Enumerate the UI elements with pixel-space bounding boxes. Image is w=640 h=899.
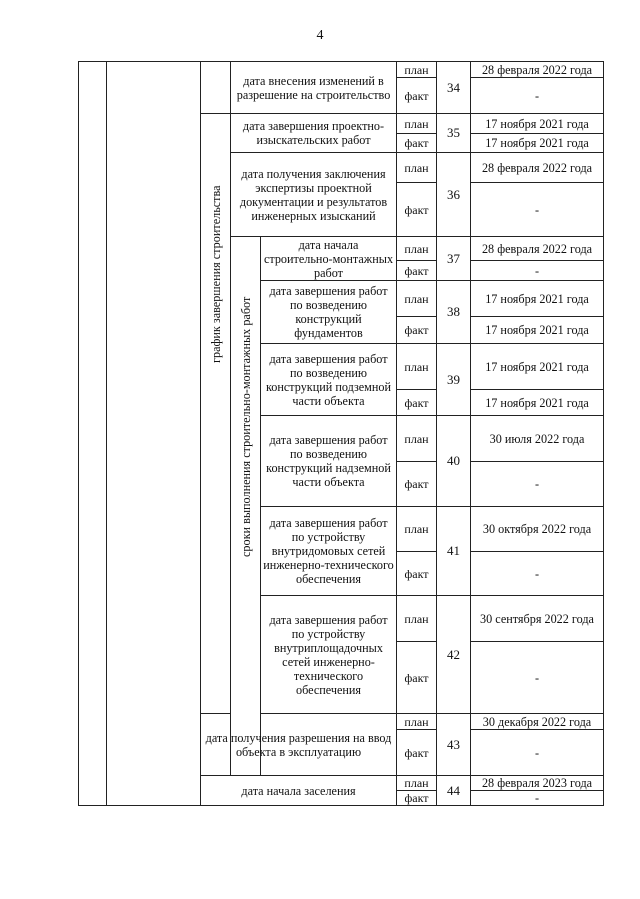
group-label-cell-2	[231, 237, 261, 776]
plan-label: план	[397, 114, 437, 134]
row-number: 44	[437, 776, 471, 806]
plan-label: план	[397, 62, 437, 78]
group-label-cell-1	[201, 114, 231, 714]
plan-label: план	[397, 344, 437, 390]
plan-value: 28 февраля 2022 года	[471, 153, 604, 183]
schedule-table	[78, 61, 604, 806]
row-number: 41	[437, 507, 471, 596]
group-label-construction: сроки выполнения строительно-монтажных работ	[238, 296, 253, 558]
plan-label: план	[397, 237, 437, 261]
plan-label: план	[397, 714, 437, 730]
row-label: дата завершения работ по устройству внутриплощадочных сетей инженерно-технического обеспечения	[261, 596, 397, 714]
row-number: 43	[437, 714, 471, 776]
plan-label: план	[397, 776, 437, 791]
fact-value: -	[471, 552, 604, 596]
row-label: дата завершения работ по устройству внутридомовых сетей инженерно-технического обеспечения	[261, 507, 397, 596]
fact-label: факт	[397, 642, 437, 714]
row-label: дата внесения изменений в разрешение на строительство	[231, 62, 397, 114]
fact-value: -	[471, 183, 604, 237]
row-label: дата получения разрешения на ввод объекта в эксплуатацию	[201, 714, 397, 776]
fact-label: факт	[397, 317, 437, 344]
empty-cell	[201, 62, 231, 114]
plan-label: план	[397, 596, 437, 642]
plan-label: план	[397, 153, 437, 183]
row-number: 38	[437, 281, 471, 344]
fact-value: -	[471, 642, 604, 714]
empty-column-1	[79, 62, 107, 806]
fact-value: 17 ноября 2021 года	[471, 390, 604, 416]
plan-value: 30 октября 2022 года	[471, 507, 604, 552]
fact-value: -	[471, 730, 604, 776]
row-label: дата начала заселения	[201, 776, 397, 806]
plan-value: 28 февраля 2023 года	[471, 776, 604, 791]
fact-value: 17 ноября 2021 года	[471, 317, 604, 344]
fact-value: -	[471, 462, 604, 507]
fact-label: факт	[397, 78, 437, 114]
row-label: дата завершения проектно-изыскательских работ	[231, 114, 397, 153]
fact-label: факт	[397, 552, 437, 596]
fact-value: -	[471, 791, 604, 806]
fact-label: факт	[397, 261, 437, 281]
plan-value: 30 сентября 2022 года	[471, 596, 604, 642]
plan-label: план	[397, 416, 437, 462]
row-number: 39	[437, 344, 471, 416]
row-label: дата завершения работ по возведению конструкций фундаментов	[261, 281, 397, 344]
row-number: 42	[437, 596, 471, 714]
plan-label: план	[397, 507, 437, 552]
fact-label: факт	[397, 730, 437, 776]
plan-value: 28 февраля 2022 года	[471, 237, 604, 261]
group-label-schedule: график завершения строительства	[208, 185, 223, 363]
plan-value: 17 ноября 2021 года	[471, 114, 604, 134]
plan-value: 17 ноября 2021 года	[471, 344, 604, 390]
row-number: 34	[437, 62, 471, 114]
fact-label: факт	[397, 390, 437, 416]
plan-value: 30 июля 2022 года	[471, 416, 604, 462]
empty-column-2	[107, 62, 201, 806]
plan-value: 30 декабря 2022 года	[471, 714, 604, 730]
row-number: 35	[437, 114, 471, 153]
row-number: 36	[437, 153, 471, 237]
row-label: дата завершения работ по возведению конструкций надземной части объекта	[261, 416, 397, 507]
row-label: дата получения заключения экспертизы проектной документации и результатов инженерных изысканий	[231, 153, 397, 237]
fact-value: -	[471, 261, 604, 281]
fact-value: -	[471, 78, 604, 114]
plan-label: план	[397, 281, 437, 317]
fact-label: факт	[397, 183, 437, 237]
page-number: 4	[316, 28, 324, 43]
table-row	[79, 62, 604, 78]
plan-value: 28 февраля 2022 года	[471, 62, 604, 78]
plan-value: 17 ноября 2021 года	[471, 281, 604, 317]
fact-label: факт	[397, 791, 437, 806]
row-number: 37	[437, 237, 471, 281]
fact-value: 17 ноября 2021 года	[471, 134, 604, 153]
fact-label: факт	[397, 134, 437, 153]
row-label: дата завершения работ по возведению конструкций подземной части объекта	[261, 344, 397, 416]
row-number: 40	[437, 416, 471, 507]
fact-label: факт	[397, 462, 437, 507]
row-label: дата начала строительно-монтажных работ	[261, 237, 397, 281]
